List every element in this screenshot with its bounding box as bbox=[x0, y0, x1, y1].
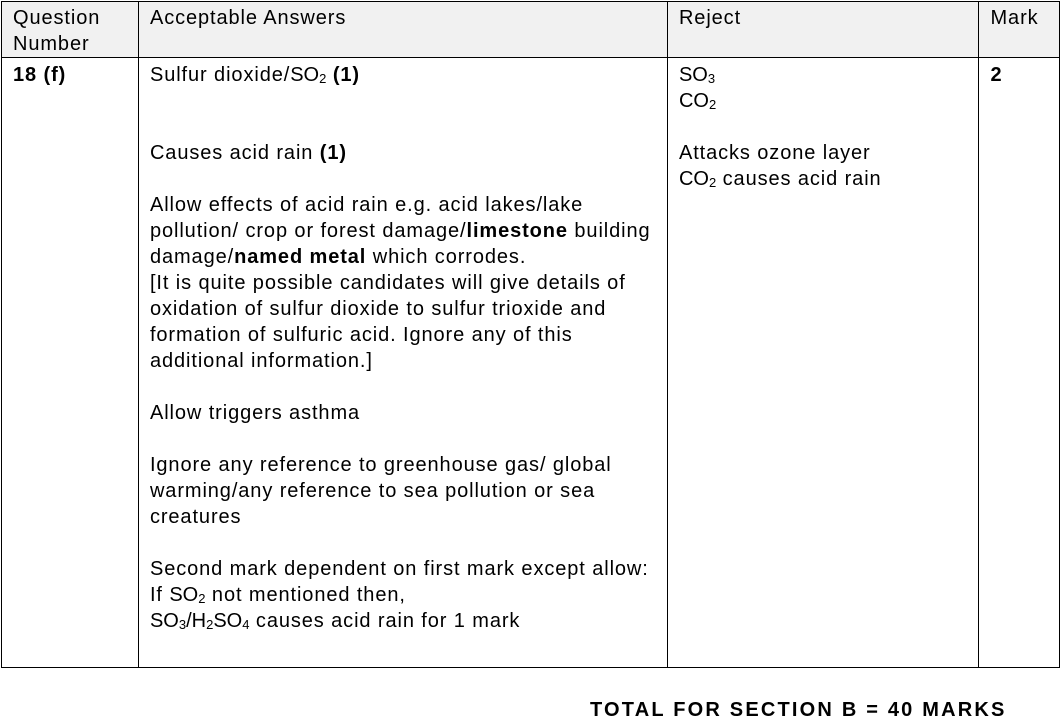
mark-scheme-table bbox=[1, 1, 1060, 668]
answer-row bbox=[2, 58, 1060, 668]
additional-information-note: [It is quite possible candidates will give details of oxidation of sulfur dioxide to sulfur trioxide and formation of sulfuric acid. Ignore any of this additional information.] bbox=[149, 272, 626, 372]
question-number-cell bbox=[2, 58, 139, 668]
reject-co2: $CO_2$ bbox=[678, 90, 717, 112]
header-reject: Reject bbox=[667, 2, 979, 58]
question-number: 18 (f) bbox=[13, 64, 67, 86]
header-row bbox=[2, 2, 1060, 58]
header-question-number: Question Number bbox=[2, 2, 139, 58]
mark-value: 2 bbox=[990, 64, 1003, 86]
header-acceptable-answers: Acceptable Answers bbox=[138, 2, 667, 58]
answer-acid-rain: Causes acid rain (1) bbox=[149, 142, 347, 164]
answer-sulfur-dioxide: Sulfur dioxide/$SO_2$ (1) bbox=[149, 64, 360, 86]
allow-asthma-note: Allow triggers asthma bbox=[149, 402, 361, 424]
reject-so3: $SO_3$ bbox=[678, 64, 716, 86]
allow-effects-note: Allow effects of acid rain e.g. acid lakes/lake pollution/ crop or forest damage/limestone building damage/named metal which corrodes. bbox=[149, 194, 651, 268]
reject-ozone: Attacks ozone layer bbox=[678, 142, 871, 164]
second-mark-note: Second mark dependent on first mark except allow: If $SO_2$ not mentioned then, $SO_3/H_2SO_4$ causes acid rain for 1 mark bbox=[149, 558, 649, 632]
acceptable-answers-cell bbox=[138, 58, 667, 668]
reject-cell bbox=[667, 58, 979, 668]
ignore-greenhouse-note: Ignore any reference to greenhouse gas/ global warming/any reference to sea pollution or sea creatures bbox=[149, 454, 612, 528]
section-total: TOTAL FOR SECTION B = 40 MARKS bbox=[590, 699, 1007, 721]
reject-co2-acid-rain: $CO_2$ causes acid rain bbox=[678, 168, 882, 190]
header-mark: Mark bbox=[979, 2, 1060, 58]
mark-cell bbox=[979, 58, 1060, 668]
